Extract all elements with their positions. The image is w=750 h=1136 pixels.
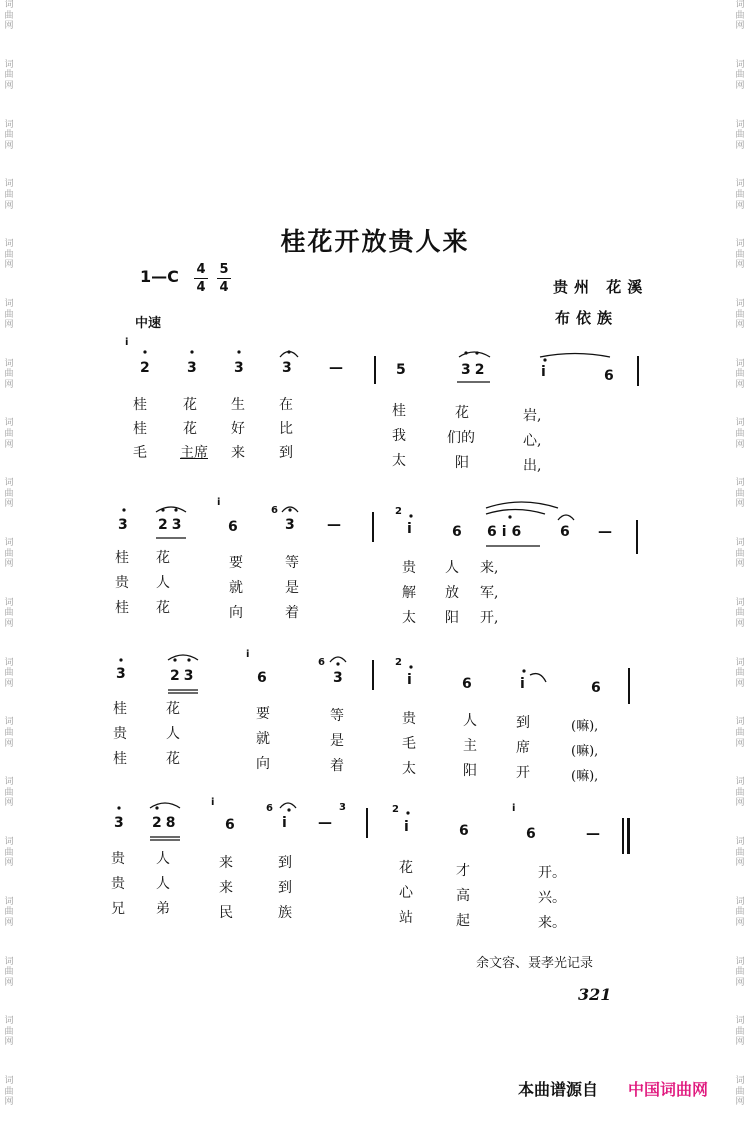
lyric: 就 bbox=[256, 731, 270, 747]
watermark-char: 曲 bbox=[735, 548, 745, 559]
watermark-char: 网 bbox=[4, 858, 14, 869]
watermark-char: 曲 bbox=[4, 787, 14, 798]
slur bbox=[168, 655, 198, 660]
watermark-char: 网 bbox=[735, 1097, 745, 1108]
lyric: 要 bbox=[229, 555, 243, 571]
lyric: 着 bbox=[285, 605, 299, 621]
lyric: 花 bbox=[156, 600, 170, 616]
lyric: 岩, bbox=[523, 408, 542, 424]
lyric: 着 bbox=[330, 758, 344, 774]
lyric: 人 bbox=[445, 560, 459, 576]
note: 3 bbox=[116, 666, 126, 682]
watermark-char: 网 bbox=[735, 260, 745, 271]
watermark-char: 网 bbox=[735, 798, 745, 809]
watermark-char: 网 bbox=[735, 559, 745, 570]
watermark-char: 曲 bbox=[4, 1086, 14, 1097]
lyric: 等 bbox=[285, 555, 299, 571]
watermark-char: 词 bbox=[4, 597, 14, 608]
slur bbox=[459, 352, 490, 357]
note: i bbox=[407, 521, 412, 537]
watermark-char: 曲 bbox=[735, 967, 745, 978]
lyric: 桂 bbox=[113, 751, 127, 767]
dash-note: — bbox=[598, 524, 612, 540]
tempo-marking: 中速 bbox=[135, 316, 162, 331]
watermark-char: 词 bbox=[735, 239, 745, 250]
note: 6 bbox=[604, 368, 614, 384]
watermark-char: 网 bbox=[4, 738, 14, 749]
watermark-char: 网 bbox=[4, 1097, 14, 1108]
lyric: 席 bbox=[516, 740, 530, 756]
watermark-char: 词 bbox=[4, 0, 14, 10]
note: 5 bbox=[396, 362, 406, 378]
lyric: 桂 bbox=[115, 550, 129, 566]
watermark-char: 网 bbox=[735, 439, 745, 450]
watermark-char: 曲 bbox=[4, 668, 14, 679]
lyric: 阳 bbox=[445, 610, 459, 626]
watermark-char: 曲 bbox=[735, 309, 745, 320]
lyric: 花 bbox=[183, 421, 197, 437]
grace-note: 2 bbox=[395, 506, 402, 517]
note: i bbox=[282, 815, 287, 831]
watermark-char: 词 bbox=[735, 179, 745, 190]
watermark-char: 网 bbox=[4, 200, 14, 211]
lyric: (嘛), bbox=[571, 769, 599, 784]
watermark-char: 网 bbox=[735, 977, 745, 988]
lyric: 桂 bbox=[392, 403, 406, 419]
watermark-char: 网 bbox=[4, 917, 14, 928]
lyric: 花 bbox=[156, 550, 170, 566]
dash-note: — bbox=[586, 826, 600, 842]
lyric: 放 bbox=[445, 585, 459, 601]
lyric: 开, bbox=[480, 610, 499, 626]
watermark-char: 词 bbox=[4, 418, 14, 429]
watermark-char: 词 bbox=[735, 657, 745, 668]
watermark-char: 词 bbox=[4, 478, 14, 489]
fermata bbox=[280, 803, 296, 808]
lyric: 弟 bbox=[156, 901, 170, 917]
lyric: 毛 bbox=[402, 736, 416, 752]
lyric: 生 bbox=[231, 397, 245, 413]
watermark-char: 曲 bbox=[4, 907, 14, 918]
note: 3 bbox=[285, 517, 295, 533]
grace-note: 3 bbox=[339, 802, 346, 813]
lyric: 桂 bbox=[113, 701, 127, 717]
watermark-char: 曲 bbox=[4, 249, 14, 260]
watermark-char: 词 bbox=[735, 717, 745, 728]
watermark-char: 网 bbox=[735, 140, 745, 151]
lyric: 人 bbox=[166, 726, 180, 742]
lyric: 阳 bbox=[455, 455, 469, 471]
watermark-char: 词 bbox=[735, 597, 745, 608]
lyric: 主 bbox=[463, 738, 477, 754]
lyric: 花 bbox=[399, 860, 413, 876]
grace-note: 2 bbox=[395, 657, 402, 668]
lyric: 军, bbox=[480, 585, 499, 601]
lyric: 起 bbox=[456, 913, 470, 929]
note: 3 bbox=[187, 360, 197, 376]
watermark-char: 网 bbox=[4, 619, 14, 629]
note: 6 bbox=[591, 680, 601, 696]
watermark-char: 网 bbox=[735, 379, 745, 390]
note: 3 bbox=[118, 517, 128, 533]
watermark-char: 曲 bbox=[735, 249, 745, 260]
watermark-char: 曲 bbox=[735, 668, 745, 679]
note: 3 bbox=[282, 360, 292, 376]
watermark-char: 曲 bbox=[735, 488, 745, 499]
note: 6 bbox=[560, 524, 570, 540]
grace-note: 6 bbox=[318, 657, 325, 668]
watermark-char: 网 bbox=[4, 1037, 14, 1048]
lyric: 阳 bbox=[463, 763, 477, 779]
grace-note: i bbox=[512, 803, 516, 814]
transcriber-credit: 余文容、聂孝光记录 bbox=[476, 956, 594, 971]
watermark-char: 网 bbox=[4, 140, 14, 151]
watermark-char: 曲 bbox=[735, 608, 745, 619]
watermark-char: 曲 bbox=[4, 130, 14, 141]
note: 3 bbox=[234, 360, 244, 376]
watermark-char: 曲 bbox=[735, 189, 745, 200]
watermark-char: 网 bbox=[4, 798, 14, 809]
lyric: 出, bbox=[523, 458, 542, 474]
grace-note: 2 bbox=[392, 804, 399, 815]
watermark-char: 网 bbox=[735, 21, 745, 32]
watermark-char: 词 bbox=[4, 1076, 14, 1087]
watermark-char: 词 bbox=[735, 896, 745, 907]
note: 6i6 bbox=[487, 524, 527, 540]
lyric: 开 bbox=[516, 765, 530, 781]
watermark-char: 曲 bbox=[4, 488, 14, 499]
lyric: 要 bbox=[256, 706, 270, 722]
watermark-char: 词 bbox=[4, 298, 14, 309]
note: 6 bbox=[459, 823, 469, 839]
lyric: 来。 bbox=[538, 915, 566, 931]
watermark-char: 网 bbox=[735, 499, 745, 510]
watermark-char: 词 bbox=[735, 956, 745, 967]
lyric: 到 bbox=[279, 445, 293, 461]
watermark-char: 曲 bbox=[735, 369, 745, 380]
watermark-char: 网 bbox=[4, 80, 14, 91]
watermark-char: 词 bbox=[4, 836, 14, 847]
dash-note: — bbox=[318, 815, 332, 831]
watermark-char: 曲 bbox=[4, 429, 14, 440]
lyric: 贵 bbox=[113, 726, 127, 742]
watermark-char: 词 bbox=[735, 358, 745, 369]
fermata bbox=[558, 515, 574, 520]
lyric: 贵 bbox=[111, 876, 125, 892]
lyric: 等 bbox=[330, 708, 344, 724]
watermark-char: 曲 bbox=[4, 847, 14, 858]
watermark-char: 词 bbox=[4, 239, 14, 250]
lyric: 比 bbox=[279, 421, 293, 437]
lyric: 高 bbox=[456, 888, 470, 904]
lyric: 贵 bbox=[402, 711, 416, 727]
lyric: 来, bbox=[480, 560, 499, 576]
grace-note: 6 bbox=[266, 803, 273, 814]
watermark-char: 网 bbox=[735, 917, 745, 928]
lyric: 是 bbox=[285, 580, 299, 596]
site-name-link[interactable]: 中国词曲网 bbox=[628, 1080, 709, 1099]
watermark-char: 曲 bbox=[735, 10, 745, 21]
watermark-char: 词 bbox=[4, 717, 14, 728]
watermark-char: 词 bbox=[735, 298, 745, 309]
source-label: 本曲谱源自 bbox=[518, 1080, 599, 1099]
lyric: 解 bbox=[402, 585, 416, 601]
watermark-char: 词 bbox=[735, 836, 745, 847]
lyric: 们的 bbox=[447, 430, 475, 446]
watermark-char: 曲 bbox=[4, 727, 14, 738]
note: i bbox=[407, 672, 412, 688]
watermark-char: 网 bbox=[4, 260, 14, 271]
lyric: 人 bbox=[156, 876, 170, 892]
watermark-char: 曲 bbox=[4, 608, 14, 619]
song-title: 桂花开放贵人来 bbox=[280, 227, 470, 256]
lyric: 兄 bbox=[111, 901, 125, 917]
watermark-char: 词 bbox=[4, 119, 14, 130]
watermark-char: 网 bbox=[735, 1037, 745, 1048]
watermark-char: 网 bbox=[735, 200, 745, 211]
fermata bbox=[330, 657, 346, 662]
watermark-char: 网 bbox=[735, 678, 745, 689]
slur bbox=[486, 502, 558, 508]
lyric: 主席 bbox=[180, 445, 208, 461]
lyric: 开。 bbox=[538, 865, 566, 881]
watermark-char: 网 bbox=[4, 320, 14, 331]
note: 23 bbox=[170, 668, 198, 684]
note: i bbox=[541, 364, 546, 380]
watermark-char: 词 bbox=[4, 1016, 14, 1027]
slur bbox=[486, 510, 545, 515]
lyric: 到 bbox=[278, 880, 292, 896]
watermark-char: 词 bbox=[4, 956, 14, 967]
lyric: 好 bbox=[231, 421, 245, 437]
watermark-char: 网 bbox=[4, 21, 14, 32]
slur bbox=[150, 803, 180, 808]
slur bbox=[540, 354, 610, 358]
watermark-char: 曲 bbox=[4, 1026, 14, 1037]
lyric: 兴。 bbox=[538, 890, 566, 906]
lyric: 桂 bbox=[133, 421, 147, 437]
lyric: 太 bbox=[402, 761, 416, 777]
lyric: 心, bbox=[523, 433, 542, 449]
watermark-char: 曲 bbox=[735, 70, 745, 81]
lyric: 才 bbox=[456, 863, 470, 879]
slur bbox=[156, 507, 186, 512]
note: 28 bbox=[152, 815, 180, 831]
lyric: 花 bbox=[455, 405, 469, 421]
watermark-char: 词 bbox=[4, 538, 14, 549]
lyric: 来 bbox=[231, 445, 245, 461]
watermark-char: 曲 bbox=[735, 727, 745, 738]
lyric: 来 bbox=[219, 880, 233, 896]
note: 6 bbox=[257, 670, 267, 686]
dash-note: — bbox=[327, 517, 341, 533]
watermark-char: 网 bbox=[735, 80, 745, 91]
note: 6 bbox=[462, 676, 472, 692]
watermark-char: 词 bbox=[735, 1076, 745, 1087]
lyric: 桂 bbox=[115, 600, 129, 616]
watermark-char: 词 bbox=[4, 59, 14, 70]
note: i bbox=[404, 819, 409, 835]
grace-note: i bbox=[211, 797, 215, 808]
watermark-char: 网 bbox=[735, 619, 745, 629]
watermark-char: 词 bbox=[735, 777, 745, 788]
song-origin: 贵州 花溪 布依族 bbox=[553, 278, 649, 327]
lyric: 花 bbox=[166, 751, 180, 767]
lyric: 在 bbox=[279, 397, 293, 413]
watermark-char: 词 bbox=[735, 59, 745, 70]
watermark-char: 曲 bbox=[4, 70, 14, 81]
grace-note: 6 bbox=[271, 505, 278, 516]
note: 2 bbox=[140, 360, 150, 376]
watermark-char: 曲 bbox=[735, 847, 745, 858]
lyric: 贵 bbox=[115, 575, 129, 591]
note: i bbox=[520, 676, 525, 692]
lyric: 花 bbox=[183, 397, 197, 413]
watermark-char: 词 bbox=[4, 657, 14, 668]
lyric: 来 bbox=[219, 855, 233, 871]
watermark-char: 词 bbox=[4, 896, 14, 907]
grace-note: i bbox=[217, 497, 221, 508]
watermark-char: 网 bbox=[735, 738, 745, 749]
watermark-char: 曲 bbox=[735, 787, 745, 798]
grace-note: i bbox=[125, 337, 129, 348]
watermark-char: 曲 bbox=[4, 967, 14, 978]
lyric: 毛 bbox=[133, 445, 147, 461]
time-signature-1: 4 4 bbox=[194, 262, 208, 295]
watermark-char: 网 bbox=[4, 559, 14, 570]
note: 6 bbox=[228, 519, 238, 535]
note: 23 bbox=[158, 517, 186, 533]
lyric: 我 bbox=[392, 428, 406, 444]
lyric: 桂 bbox=[133, 397, 147, 413]
watermark-char: 网 bbox=[4, 678, 14, 689]
watermark-char: 词 bbox=[4, 358, 14, 369]
watermark-char: 词 bbox=[4, 179, 14, 190]
watermark-char: 曲 bbox=[4, 10, 14, 21]
watermark-char: 曲 bbox=[735, 1026, 745, 1037]
watermark-char: 曲 bbox=[735, 907, 745, 918]
lyric: 人 bbox=[156, 575, 170, 591]
watermark-char: 网 bbox=[4, 499, 14, 510]
watermark-char: 网 bbox=[4, 977, 14, 988]
watermark-char: 曲 bbox=[4, 309, 14, 320]
watermark-char: 网 bbox=[4, 439, 14, 450]
lyric: (嘛), bbox=[571, 744, 599, 759]
watermark-char: 网 bbox=[4, 379, 14, 390]
watermark-char: 网 bbox=[735, 858, 745, 869]
lyric: 到 bbox=[278, 855, 292, 871]
watermark-char: 词 bbox=[735, 1016, 745, 1027]
lyric: 花 bbox=[166, 701, 180, 717]
lyric: 太 bbox=[392, 453, 406, 469]
lyric: 向 bbox=[256, 756, 270, 772]
watermark-char: 词 bbox=[735, 418, 745, 429]
lyric: 是 bbox=[330, 733, 344, 749]
lyric: 贵 bbox=[402, 560, 416, 576]
watermark-char: 曲 bbox=[4, 189, 14, 200]
note: 6 bbox=[225, 817, 235, 833]
grace-note: i bbox=[246, 649, 250, 660]
page-number: 321 bbox=[578, 985, 612, 1004]
note: 3 bbox=[333, 670, 343, 686]
watermark-char: 曲 bbox=[735, 1086, 745, 1097]
lyric: 人 bbox=[156, 851, 170, 867]
key-signature: 1—C bbox=[140, 267, 179, 286]
note: 3 bbox=[114, 815, 124, 831]
watermark-char: 曲 bbox=[735, 130, 745, 141]
lyric: 就 bbox=[229, 580, 243, 596]
lyric: 贵 bbox=[111, 851, 125, 867]
lyric: 到 bbox=[516, 715, 530, 731]
watermark-char: 词 bbox=[735, 0, 745, 10]
note: 32 bbox=[461, 362, 489, 378]
watermark-char: 词 bbox=[735, 119, 745, 130]
lyric: 民 bbox=[219, 905, 233, 921]
lyric: 人 bbox=[463, 713, 477, 729]
time-signature-2: 5 4 bbox=[217, 262, 231, 295]
watermark-char: 曲 bbox=[4, 369, 14, 380]
lyric: 心 bbox=[399, 885, 413, 901]
lyric: 太 bbox=[402, 610, 416, 626]
watermark-char: 词 bbox=[735, 478, 745, 489]
curve-arrow bbox=[530, 674, 546, 682]
lyric: 向 bbox=[229, 605, 243, 621]
lyric: 族 bbox=[278, 905, 292, 921]
lyric: (嘛), bbox=[571, 719, 599, 734]
watermark-char: 词 bbox=[735, 538, 745, 549]
watermark-char: 网 bbox=[735, 320, 745, 331]
watermark-char: 词 bbox=[4, 777, 14, 788]
note: 6 bbox=[526, 826, 536, 842]
watermark-char: 曲 bbox=[4, 548, 14, 559]
watermark-char: 曲 bbox=[735, 429, 745, 440]
note: 6 bbox=[452, 524, 462, 540]
lyric: 站 bbox=[399, 910, 413, 926]
dash-note: — bbox=[329, 360, 343, 376]
